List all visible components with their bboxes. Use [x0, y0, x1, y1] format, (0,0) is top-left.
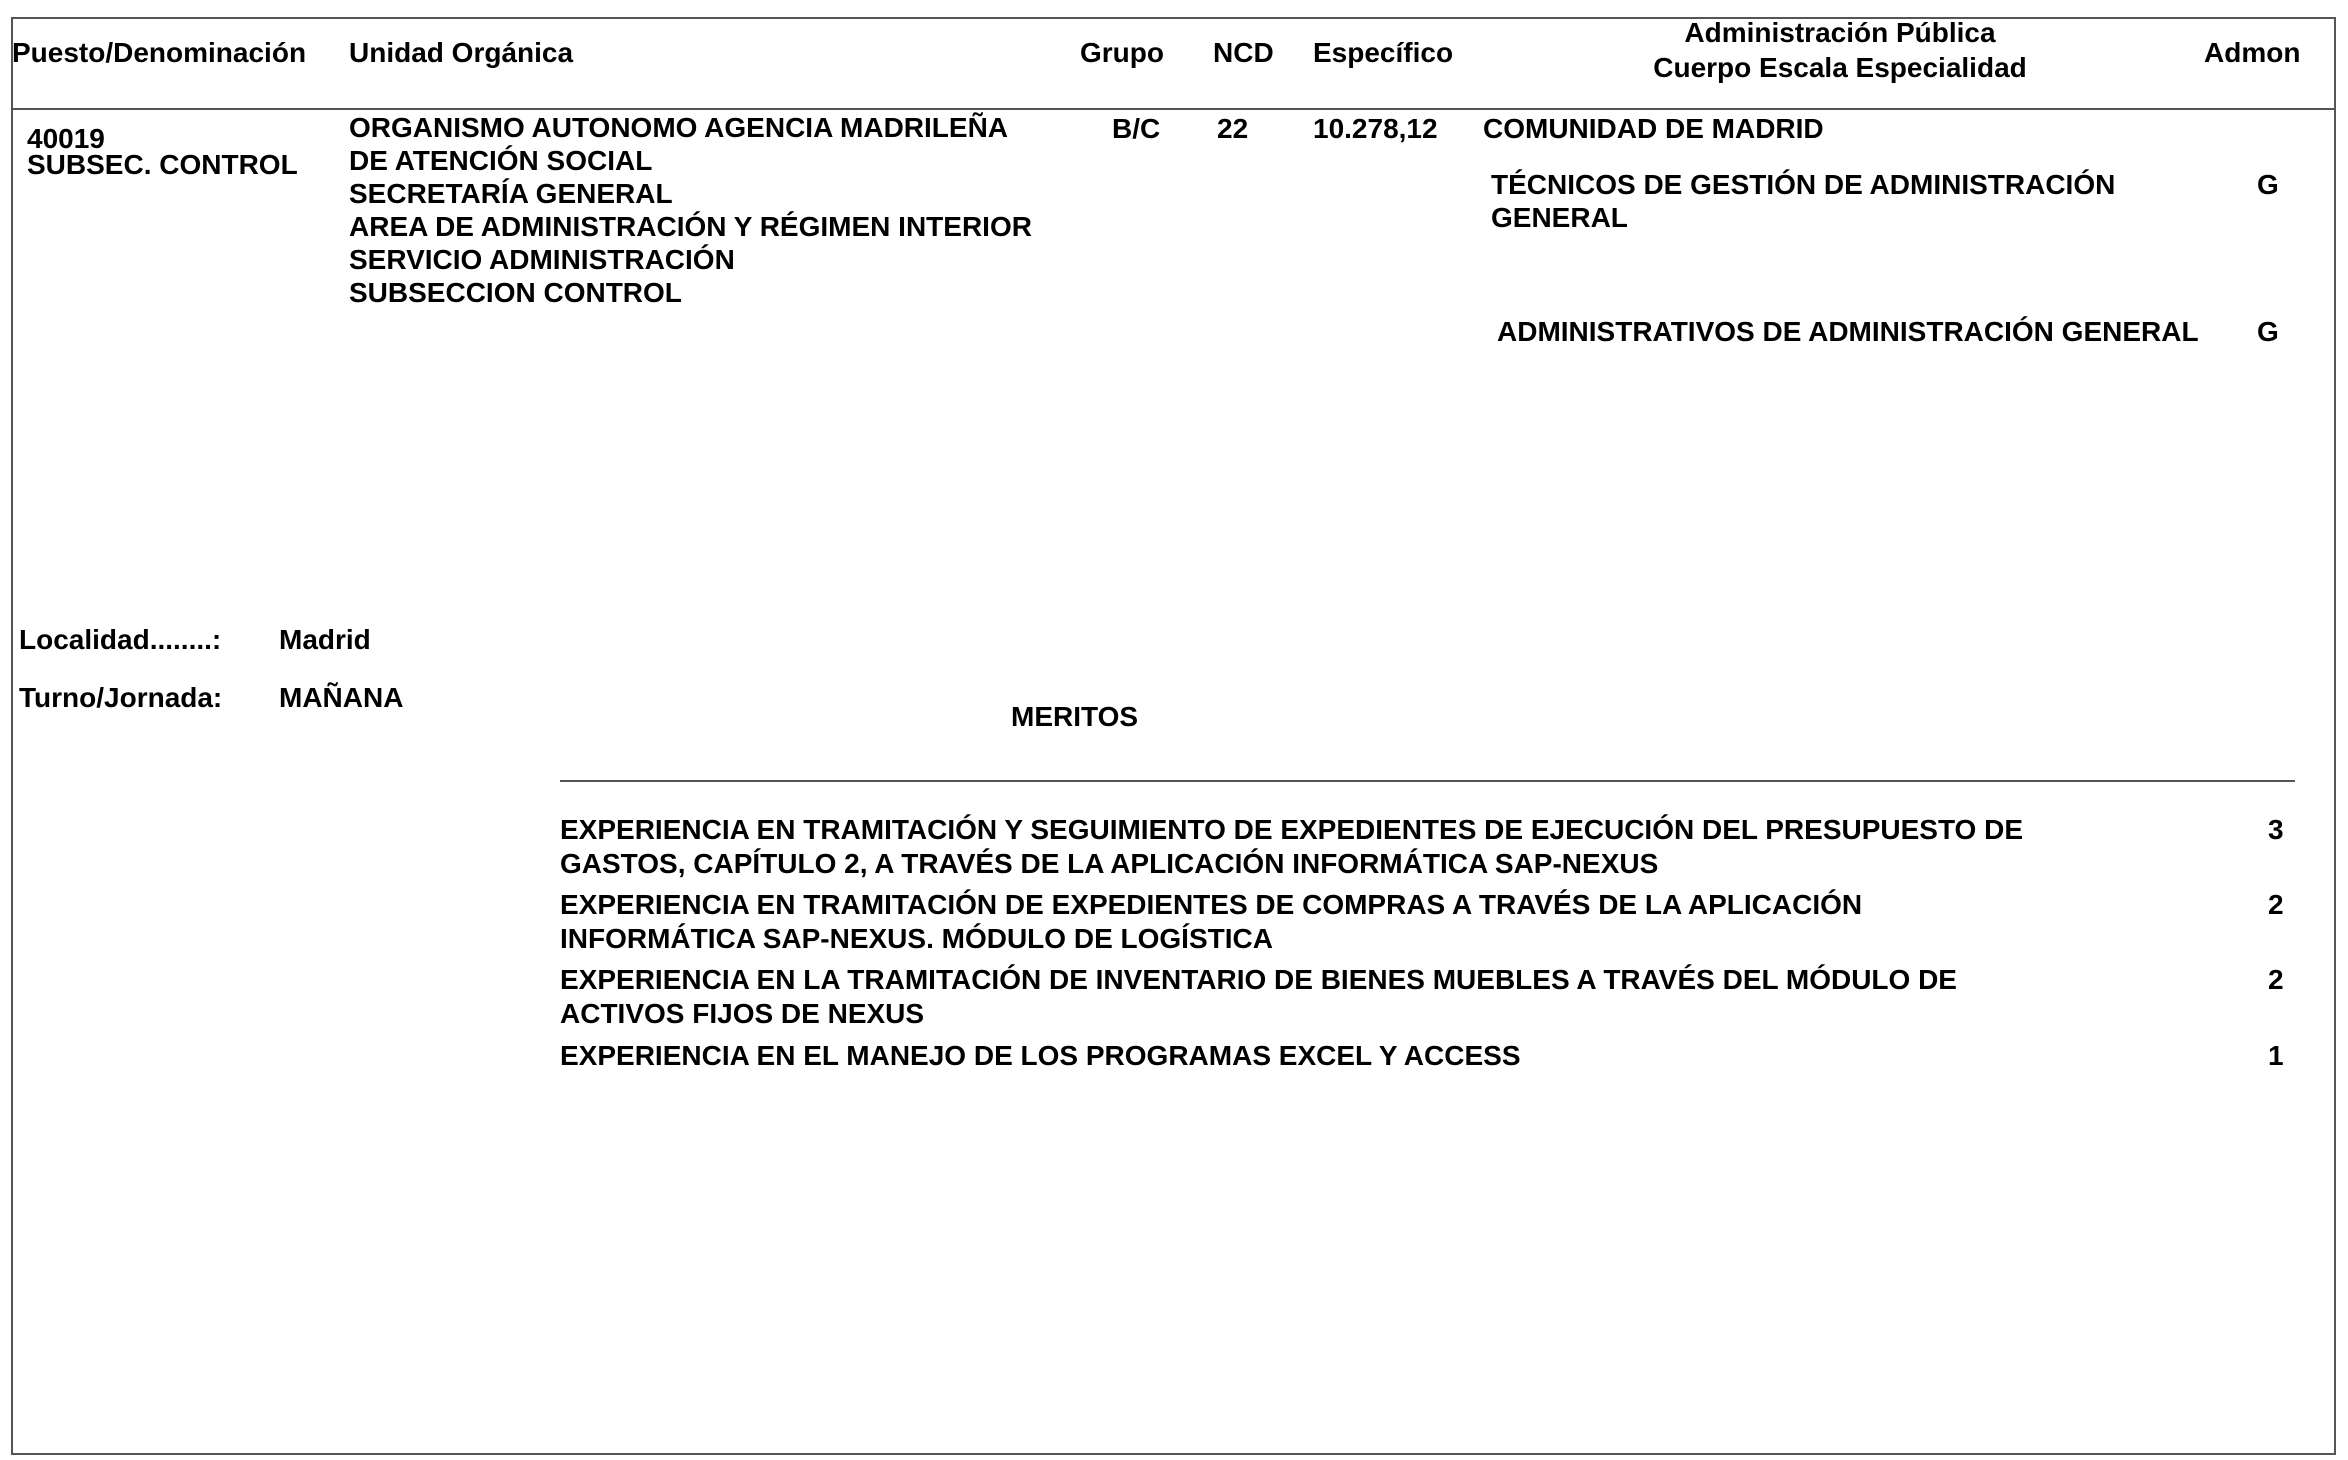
header-ncd: NCD [1213, 37, 1274, 68]
header-admon: Admon [2204, 37, 2301, 68]
turno-value: MAÑANA [279, 682, 404, 713]
especifico-value: 10.278,12 [1313, 113, 1438, 144]
localidad-label: Localidad........: [19, 624, 222, 655]
puesto-name: SUBSEC. CONTROL [27, 149, 298, 180]
header-grupo: Grupo [1080, 37, 1164, 68]
header-puesto: Puesto/Denominación [12, 37, 307, 68]
merito-line: EXPERIENCIA EN TRAMITACIÓN DE EXPEDIENTES DE COMPRAS A TRAVÉS DE LA APLICACIÓN [560, 889, 1863, 920]
meritos-divider [560, 780, 2295, 782]
unidad-line: AREA DE ADMINISTRACIÓN Y RÉGIMEN INTERIOR [349, 211, 1032, 242]
unidad-line: SECRETARÍA GENERAL [349, 178, 673, 209]
grupo-value: B/C [1112, 113, 1161, 144]
cuerpo-line: TÉCNICOS DE GESTIÓN DE ADMINISTRACIÓN [1491, 169, 2116, 200]
merito-line: EXPERIENCIA EN TRAMITACIÓN Y SEGUIMIENTO DE EXPEDIENTES DE EJECUCIÓN DEL PRESUPUESTO DE [560, 814, 2024, 845]
header-especifico: Específico [1313, 37, 1454, 68]
puesto-code: 40019 [27, 123, 105, 154]
turno-label: Turno/Jornada: [19, 682, 223, 713]
merito-line: GASTOS, CAPÍTULO 2, A TRAVÉS DE LA APLICACIÓN INFORMÁTICA SAP-NEXUS [560, 848, 1659, 879]
header-cuerpo-escala: Cuerpo Escala Especialidad [1653, 52, 2027, 83]
merito-line: EXPERIENCIA EN LA TRAMITACIÓN DE INVENTARIO DE BIENES MUEBLES A TRAVÉS DEL MÓDULO DE [560, 964, 1957, 995]
administracion-value: COMUNIDAD DE MADRID [1483, 113, 1824, 144]
merito-points: 3 [2268, 814, 2284, 845]
merito-points: 1 [2268, 1040, 2284, 1071]
header-admin-publica: Administración Pública [1684, 17, 1996, 48]
merito-line: EXPERIENCIA EN EL MANEJO DE LOS PROGRAMAS EXCEL Y ACCESS [560, 1040, 1521, 1071]
merito-points: 2 [2268, 964, 2284, 995]
meritos-title: MERITOS [1011, 701, 1139, 732]
unidad-line: SERVICIO ADMINISTRACIÓN [349, 244, 735, 275]
unidad-organica [349, 111, 1032, 309]
merito-line: ACTIVOS FIJOS DE NEXUS [560, 998, 925, 1029]
unidad-line: ORGANISMO AUTONOMO AGENCIA MADRILEÑA [349, 112, 1009, 143]
header-unidad: Unidad Orgánica [349, 37, 574, 68]
merito-line: INFORMÁTICA SAP-NEXUS. MÓDULO DE LOGÍSTICA [560, 923, 1273, 954]
merito-points: 2 [2268, 889, 2284, 920]
cuerpo-admon: G [2257, 316, 2279, 347]
cuerpo-line: GENERAL [1491, 202, 1628, 233]
ncd-value: 22 [1217, 113, 1249, 144]
unidad-line: SUBSECCION CONTROL [349, 277, 682, 308]
header-divider [11, 108, 2336, 110]
cuerpo-admon: G [2257, 169, 2279, 200]
localidad-value: Madrid [279, 624, 371, 655]
cuerpo-line: ADMINISTRATIVOS DE ADMINISTRACIÓN GENERAL [1497, 316, 2199, 347]
unidad-line: DE ATENCIÓN SOCIAL [349, 145, 653, 176]
